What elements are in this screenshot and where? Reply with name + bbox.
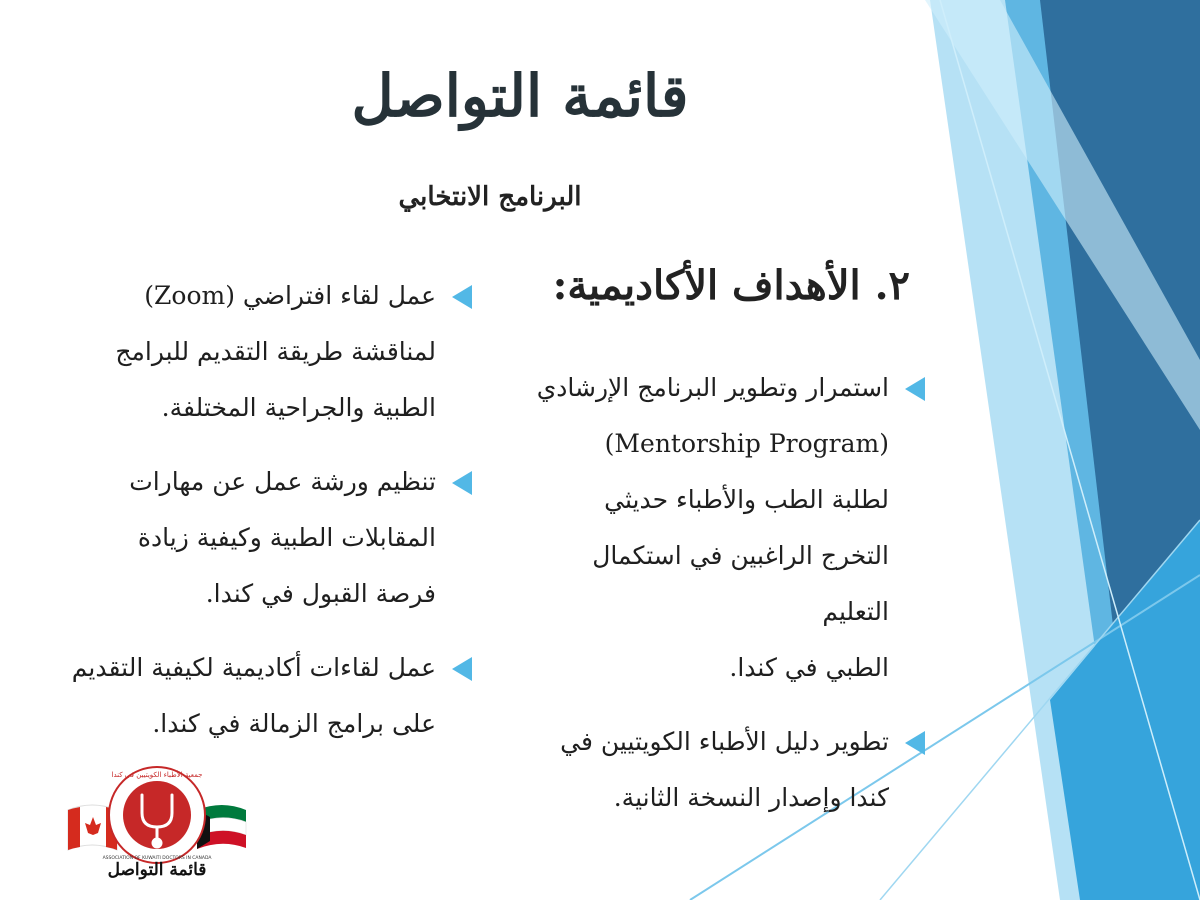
list-item-line: تنظيم ورشة عمل عن مهارات: [129, 467, 436, 496]
list-item-line: التخرج الراغبين في استكمال التعليم: [592, 541, 889, 626]
list-item-line: كندا وإصدار النسخة الثانية.: [613, 783, 889, 812]
list-item: [62, 268, 472, 436]
list-item-line: تطوير دليل الأطباء الكويتيين في: [560, 727, 889, 756]
list-item: [530, 360, 925, 696]
left-column-list: [62, 268, 472, 770]
logo-caption: قائمة التواصل: [107, 860, 207, 880]
triangle-bullet-icon: [452, 285, 472, 309]
list-item-line: عمل لقاءات أكاديمية لكيفية التقديم: [71, 653, 436, 682]
list-item-line: استمرار وتطوير البرنامج الإرشادي: [536, 373, 889, 402]
list-item: [62, 640, 472, 752]
right-column-list: [530, 360, 925, 844]
section-heading: ٢. الأهداف الأكاديمية:: [552, 262, 910, 309]
list-item: [530, 714, 925, 826]
list-item: [62, 454, 472, 622]
triangle-bullet-icon: [452, 471, 472, 495]
triangle-bullet-icon: [452, 657, 472, 681]
list-item-line: لطلبة الطب والأطباء حديثي: [604, 485, 889, 514]
list-item-line: (Mentorship Program): [604, 429, 889, 458]
logo-arc-text-top: جمعية الأطباء الكويتيين في كندا: [111, 771, 203, 779]
list-item-line: المقابلات الطبية وكيفية زيادة: [137, 523, 436, 552]
list-item-line: فرصة القبول في كندا.: [205, 579, 436, 608]
list-item-line: الطبي في كندا.: [729, 653, 889, 682]
page-title: قائمة التواصل: [351, 62, 689, 130]
list-item-line: لمناقشة طريقة التقديم للبرامج: [115, 337, 436, 366]
triangle-bullet-icon: [905, 377, 925, 401]
page-subtitle: البرنامج الانتخابي: [398, 182, 582, 212]
list-item-line: على برامج الزمالة في كندا.: [152, 709, 436, 738]
list-item-line: عمل لقاء افتراضي (Zoom): [144, 281, 436, 310]
logo-arc-text-bottom: ASSOCIATION OF KUWAITI DOCTORS IN CANADA: [102, 856, 212, 861]
list-item-line: الطبية والجراحية المختلفة.: [161, 393, 436, 422]
triangle-bullet-icon: [905, 731, 925, 755]
